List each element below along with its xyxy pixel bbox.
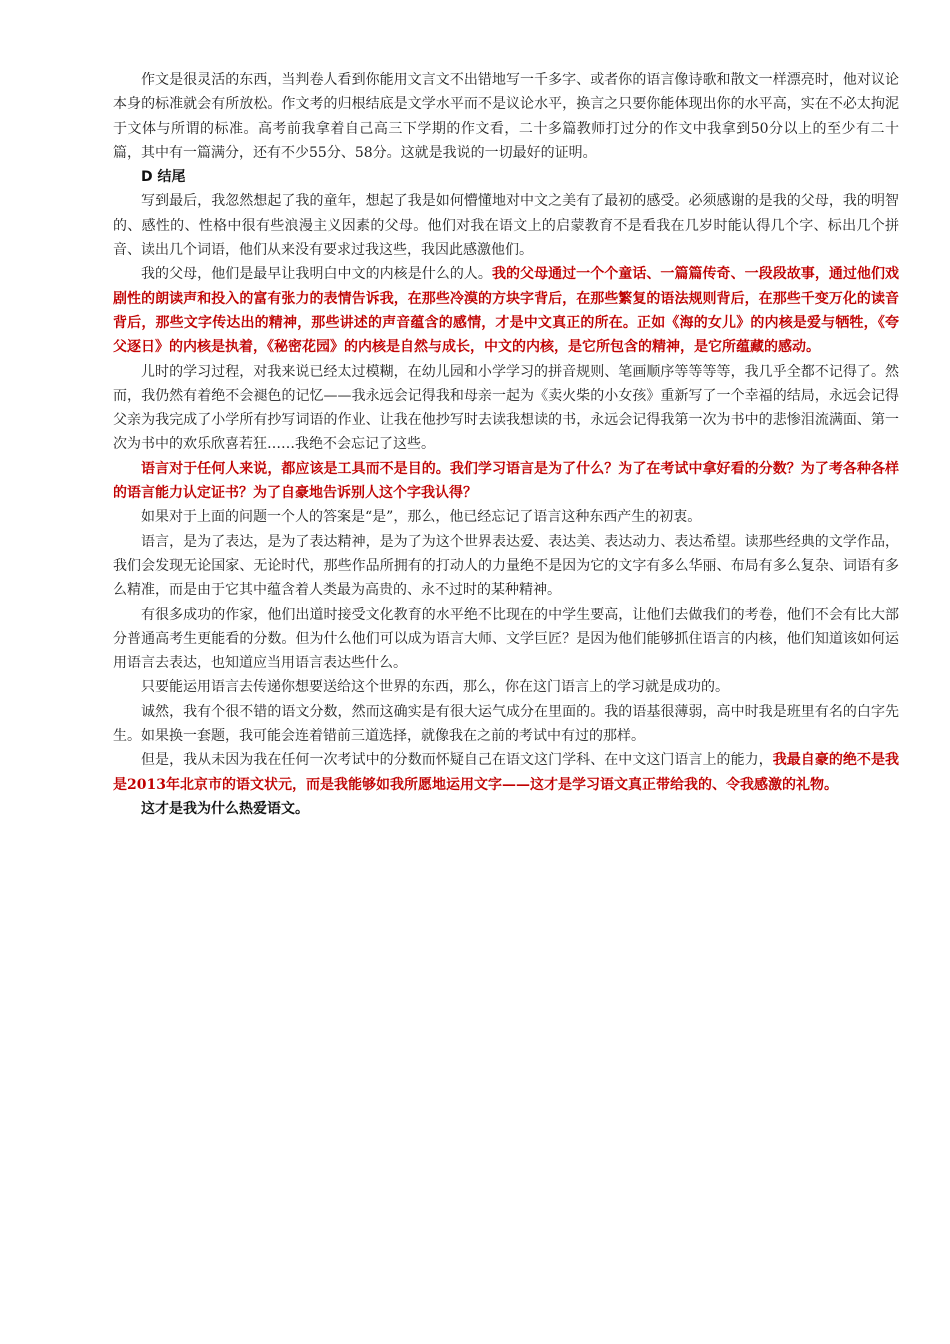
paragraph-3-emphasis: 我的父母通过一个个童话、一篇篇传奇、一段段故事，通过他们戏剧性的朗读声和投入的富有张力的表情告诉我，在那些冷漠的方块字背后，在那些繁复的语法规则背后，在那些千变万化的读音背后，那些文字传达出的精神，那些讲述的声音蕴含的感情，才是中文真正的所在。正如《海的女儿》的内核是爱与牺牲，《夸父逐日》的内核是执着，《秘密花园》的内核是自然与成长，中文的内核，是它所包含的精神，是它所蕴藏的感动。 [113, 266, 900, 356]
paragraph-5-emphasis: 语言对于任何人来说，都应该是工具而不是目的。我们学习语言是为了什么？为了在考试中拿好看的分数？为了考各种各样的语言能力认定证书？为了自豪地告诉别人这个字我认得？ [113, 460, 899, 502]
paragraph-4: 儿时的学习过程，对我来说已经太过模糊，在幼儿园和小学学习的拼音规则、笔画顺序等等等等，我几乎全都不记得了。然而，我仍然有着绝不会褪色的记忆——我永远会记得我和母亲一起为《卖火柴的小女孩》重新写了一个幸福的结局，永远会记得父亲为我完成了小学所有抄写词语的作业、让我在他抄写时去读我想读的书，永远会记得我第一次为书中的悲惨泪流满面、第一次为书中的欢乐欣喜若狂……我绝不会忘记了这些。 [113, 363, 899, 453]
paragraph-9: 只要能运用语言去传递你想要送给这个世界的东西，那么，你在这门语言上的学习就是成功的。 [141, 679, 729, 696]
paragraph-11 [113, 748, 899, 797]
paragraph-2: 写到最后，我忽然想起了我的童年，想起了我是如何懵懂地对中文之美有了最初的感受。必须感谢的是我的父母，我的明智的、感性的、性格中很有些浪漫主义因素的父母。他们对我在语文上的启蒙教育不是看我在几岁时能认得几个字、标出几个拼音、读出几个词语，他们从来没有要求过我这些，我因此感激他们。 [113, 193, 899, 259]
paragraph-11-emphasis: 我最自豪的绝不是我是2013年北京市的语文状元，而是我能够如我所愿地运用文字——这才是学习语文真正带给我的、令我感激的礼物。 [113, 752, 900, 793]
paragraph-10: 诚然，我有个很不错的语文分数，然而这确实是有很大运气成分在里面的。我的语基很薄弱，高中时我是班里有名的白字先生。如果换一套题，我可能会连着错前三道选择，就像我在之前的考试中有过的那样。 [113, 703, 899, 745]
paragraph-8: 有很多成功的作家，他们出道时接受文化教育的水平绝不比现在的中学生要高，让他们去做我们的考卷，他们不会有比大部分普通高考生更能看的分数。但为什么他们可以成为语言大师、文学巨匠？是因为他们能够抓住语言的内核，他们知道该如何运用语言去表达，也知道应当用语言表达些什么。 [113, 606, 899, 672]
paragraph-6: 如果对于上面的问题一个人的答案是“是”，那么，他已经忘记了语言这种东西产生的初衷。 [141, 509, 702, 526]
paragraph-3-plain: 我的父母，他们是最早让我明白中文的内核是什么的人。 [141, 266, 492, 283]
paragraph-11-plain: 但是，我从未因为我在任何一次考试中的分数而怀疑自己在语文这门学科、在中文这门语言上的能力， [141, 752, 773, 769]
paragraph-1: 作文是很灵活的东西，当判卷人看到你能用文言文不出错地写一千多字、或者你的语言像诗歌和散文一样漂亮时，他对议论本身的标准就会有所放松。作文考的归根结底是文学水平而不是议论水平，换言之只要你能体现出你的水平高，实在不必太拘泥于文体与所谓的标准。高考前我拿着自己高三下学期的作文看，二十多篇教师打过分的作文中我拿到50分以上的至少有二十篇，其中有一篇满分，还有不少55分、58分。这就是我说的一切最好的证明。 [113, 72, 899, 161]
paragraph-7: 语言，是为了表达，是为了表达精神，是为了为这个世界表达爱、表达美、表达动力、表达希望。读那些经典的文学作品，我们会发现无论国家、无论时代，那些作品所拥有的打动人的力量绝不是因为它的文字有多么华丽、布局有多么复杂、词语有多么精准，而是由于它其中蕴含着人类最为高贵的、永不过时的某种精神。 [113, 533, 899, 599]
paragraph-3 [113, 262, 899, 359]
section-heading: D 结尾 [141, 169, 186, 186]
document-page [113, 68, 899, 821]
closing-line: 这才是我为什么热爱语文。 [141, 800, 309, 817]
